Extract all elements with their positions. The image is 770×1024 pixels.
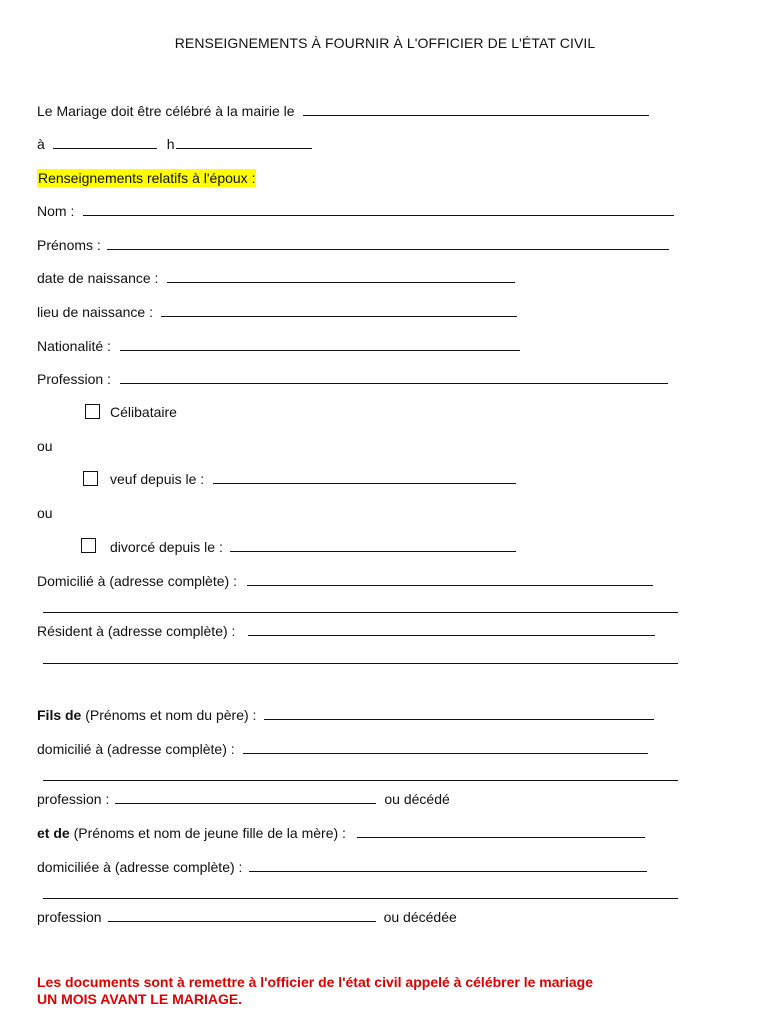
profession-field[interactable]: [120, 371, 668, 384]
mariage-row: [37, 102, 649, 120]
mariage-label: Le Mariage doit être célébré à la mairie le: [37, 103, 295, 119]
footer-line-2: UN MOIS AVANT LE MARIAGE.: [37, 991, 243, 1007]
nationalite-field[interactable]: [120, 338, 520, 351]
lieu-naissance-field[interactable]: [161, 304, 517, 317]
celibataire-label: Célibataire: [110, 404, 177, 420]
et-de-rest: (Prénoms et nom de jeune fille de la mère) :: [73, 825, 346, 841]
prenoms-field[interactable]: [107, 237, 669, 250]
resident-label: Résident à (adresse complète) :: [37, 623, 236, 639]
ou-label-1: ou: [37, 438, 53, 454]
prenoms-row: [37, 236, 669, 254]
veuf-checkbox[interactable]: [83, 471, 98, 486]
nationalite-row: [37, 337, 520, 355]
domicilie-row: [37, 572, 653, 590]
domicilie-field-line-2[interactable]: [43, 611, 678, 613]
a-label: à: [37, 136, 45, 152]
resident-row: [37, 622, 655, 640]
lieu-naissance-label: lieu de naissance :: [37, 304, 153, 320]
domiciliee-mere-field-line-2[interactable]: [43, 897, 678, 899]
profession-label: Profession :: [37, 371, 111, 387]
section-epoux-heading: Renseignements relatifs à l'époux :: [38, 170, 256, 186]
veuf-date-field[interactable]: [213, 471, 516, 484]
h-label: h: [166, 136, 175, 152]
lieu-field[interactable]: [53, 136, 157, 149]
domicilie-pere-row: [37, 740, 648, 758]
nationalite-label: Nationalité :: [37, 338, 111, 354]
divorce-label: divorcé depuis le :: [110, 539, 223, 555]
heure-field[interactable]: [176, 136, 312, 149]
divorce-checkbox[interactable]: [81, 538, 96, 553]
veuf-label: veuf depuis le :: [110, 471, 205, 487]
footer-line-1: Les documents sont à remettre à l'officier de l'état civil appelé à célébrer le mariage: [37, 974, 593, 990]
divorce-row: [110, 538, 516, 556]
profession-mere-row: [37, 908, 457, 926]
date-naissance-row: [37, 269, 515, 287]
heure-row: [37, 135, 312, 153]
mere-nom-field[interactable]: [357, 825, 645, 838]
domicilie-label: Domicilié à (adresse complète) :: [37, 573, 237, 589]
domicilie-field[interactable]: [247, 573, 653, 586]
pere-nom-field[interactable]: [264, 707, 654, 720]
fils-de-row: [37, 706, 654, 724]
fils-de-bold: Fils de: [37, 707, 82, 723]
domiciliee-mere-row: [37, 858, 647, 876]
resident-field-line-2[interactable]: [43, 662, 678, 664]
ou-1: [37, 437, 53, 455]
nom-row: [37, 202, 674, 220]
profession-mere-field[interactable]: [108, 909, 376, 922]
lieu-naissance-row: [37, 303, 517, 321]
veuf-row: [110, 470, 516, 488]
profession-pere-field[interactable]: [115, 791, 376, 804]
profession-pere-label: profession :: [37, 791, 110, 807]
et-de-label: [37, 824, 346, 842]
date-naissance-label: date de naissance :: [37, 270, 159, 286]
profession-row: [37, 370, 668, 388]
mariage-date-field[interactable]: [303, 103, 649, 116]
et-de-row: [37, 824, 645, 842]
date-naissance-field[interactable]: [167, 270, 515, 283]
page-title: RENSEIGNEMENTS À FOURNIR À L'OFFICIER DE L'ÉTAT CIVIL: [174, 35, 596, 51]
domicilie-pere-field-line-2[interactable]: [43, 779, 678, 781]
fils-de-rest: (Prénoms et nom du père) :: [85, 707, 257, 723]
nom-field[interactable]: [83, 203, 674, 216]
footer-notice: [37, 974, 593, 1008]
prenoms-label: Prénoms :: [37, 237, 101, 253]
resident-field[interactable]: [248, 623, 655, 636]
ou-2: [37, 504, 53, 522]
section-epoux-row: [37, 169, 256, 187]
fils-de-label: [37, 706, 256, 724]
domicilie-pere-field[interactable]: [243, 741, 648, 754]
divorce-date-field[interactable]: [230, 539, 516, 552]
domiciliee-mere-label: domiciliée à (adresse complète) :: [37, 859, 243, 875]
profession-mere-label: profession: [37, 909, 102, 925]
ou-label-2: ou: [37, 505, 53, 521]
profession-pere-row: [37, 790, 450, 808]
nom-label: Nom :: [37, 203, 75, 219]
ou-decedee-label: ou décédée: [383, 909, 457, 925]
domiciliee-mere-field[interactable]: [249, 859, 647, 872]
et-de-bold: et de: [37, 825, 70, 841]
domicilie-pere-label: domicilié à (adresse complète) :: [37, 741, 235, 757]
ou-decede-label: ou décédé: [384, 791, 450, 807]
celibataire-checkbox[interactable]: [85, 404, 100, 419]
